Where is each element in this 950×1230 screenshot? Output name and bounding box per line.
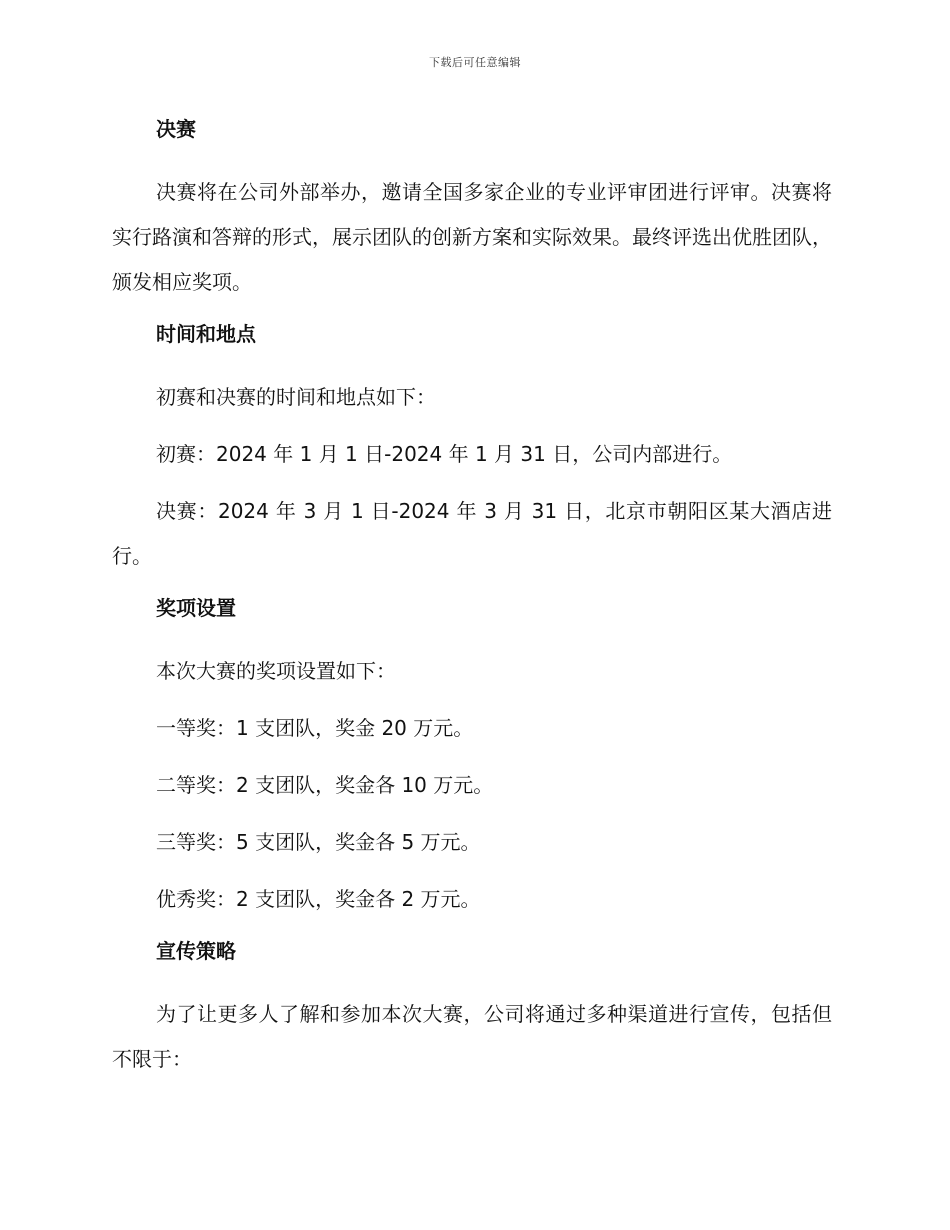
section-heading-time-place: 时间和地点 [156,322,256,346]
paragraph-third-prize: 三等奖：5 支团队，奖金各 5 万元。 [156,830,481,854]
paragraph-final-schedule: 决赛：2024 年 3 月 1 日-2024 年 3 月 31 日，北京市朝阳区某大酒店进行。 [112,499,832,568]
paragraph-awards-intro: 本次大赛的奖项设置如下： [156,659,396,683]
paragraph-excellence-prize: 优秀奖：2 支团队，奖金各 2 万元。 [156,887,481,911]
paragraph-second-prize: 二等奖：2 支团队，奖金各 10 万元。 [156,773,494,797]
paragraph-preliminary-schedule: 初赛：2024 年 1 月 1 日-2024 年 1 月 31 日，公司内部进行。 [156,442,733,466]
paragraph-time-place-intro: 初赛和决赛的时间和地点如下： [156,385,436,409]
header-note: 下载后可任意编辑 [429,56,521,69]
section-heading-promotion: 宣传策略 [156,939,236,963]
section-heading-final: 决赛 [156,117,196,141]
paragraph-final-description: 决赛将在公司外部举办，邀请全国多家企业的专业评审团进行评审。决赛将实行路演和答辩的形式，展示团队的创新方案和实际效果。最终评选出优胜团队，颁发相应奖项。 [112,180,832,294]
paragraph-first-prize: 一等奖：1 支团队，奖金 20 万元。 [156,716,474,740]
section-heading-awards: 奖项设置 [156,596,236,620]
document-body [112,112,832,1094]
paragraph-promotion-intro: 为了让更多人了解和参加本次大赛，公司将通过多种渠道进行宣传，包括但不限于： [112,1002,832,1071]
